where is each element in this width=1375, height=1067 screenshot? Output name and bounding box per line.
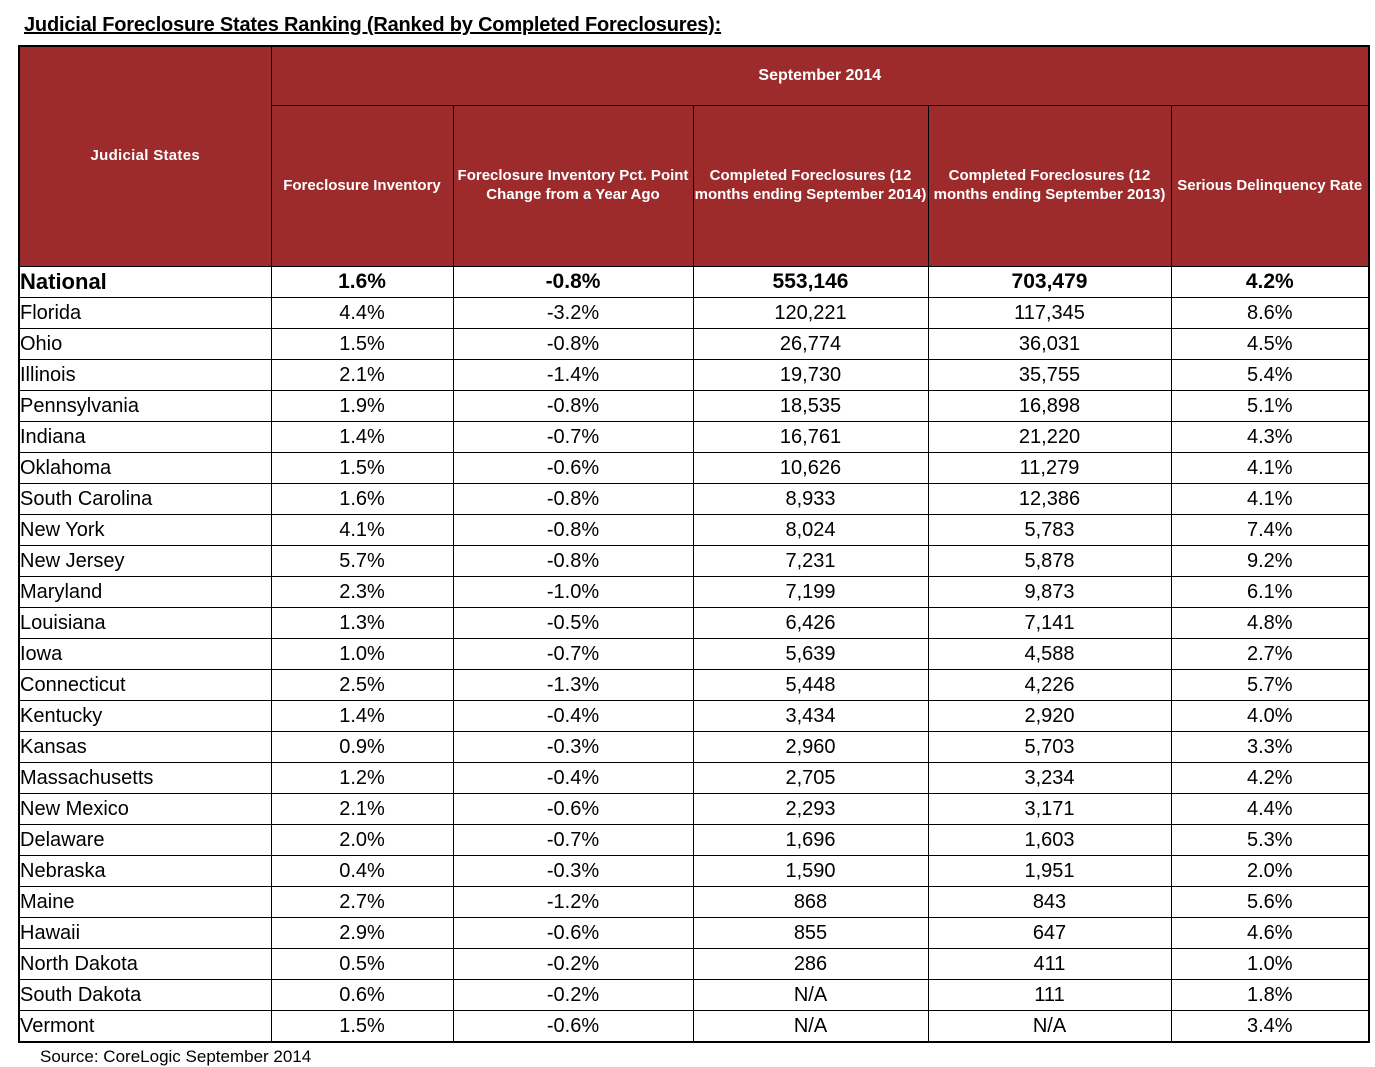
cell-serious-delinquency: 4.5% [1171, 329, 1369, 360]
cell-completed-2013: 5,783 [928, 515, 1171, 546]
cell-foreclosure-inventory: 4.1% [271, 515, 453, 546]
cell-serious-delinquency: 1.8% [1171, 980, 1369, 1011]
table-row [19, 732, 1369, 763]
cell-foreclosure-inventory: 0.5% [271, 949, 453, 980]
source-note: Source: CoreLogic September 2014 [40, 1047, 312, 1066]
cell-completed-2013: 12,386 [928, 484, 1171, 515]
cell-state: Iowa [19, 639, 271, 670]
table-row [19, 453, 1369, 484]
cell-completed-2014: 120,221 [693, 298, 928, 329]
table-row [19, 825, 1369, 856]
cell-completed-2014: 868 [693, 887, 928, 918]
cell-inventory-pct-change: -3.2% [453, 298, 693, 329]
cell-completed-2013: 117,345 [928, 298, 1171, 329]
cell-state: Connecticut [19, 670, 271, 701]
cell-completed-2014: N/A [693, 980, 928, 1011]
cell-completed-2014: 1,590 [693, 856, 928, 887]
cell-serious-delinquency: 4.1% [1171, 453, 1369, 484]
cell-foreclosure-inventory: 1.6% [271, 484, 453, 515]
cell-completed-2014: 8,024 [693, 515, 928, 546]
table-row [19, 267, 1369, 298]
cell-foreclosure-inventory: 1.5% [271, 329, 453, 360]
cell-state: Hawaii [19, 918, 271, 949]
cell-foreclosure-inventory: 2.1% [271, 794, 453, 825]
cell-inventory-pct-change: -1.2% [453, 887, 693, 918]
cell-inventory-pct-change: -0.6% [453, 453, 693, 484]
cell-state: Maryland [19, 577, 271, 608]
cell-completed-2014: 26,774 [693, 329, 928, 360]
cell-completed-2013: 5,878 [928, 546, 1171, 577]
cell-inventory-pct-change: -1.3% [453, 670, 693, 701]
cell-serious-delinquency: 6.1% [1171, 577, 1369, 608]
cell-serious-delinquency: 1.0% [1171, 949, 1369, 980]
table-row [19, 608, 1369, 639]
cell-state: New York [19, 515, 271, 546]
cell-completed-2014: 855 [693, 918, 928, 949]
cell-serious-delinquency: 4.2% [1171, 267, 1369, 298]
cell-completed-2013: 11,279 [928, 453, 1171, 484]
cell-completed-2014: 2,293 [693, 794, 928, 825]
cell-state: Delaware [19, 825, 271, 856]
table-row [19, 1011, 1369, 1043]
cell-inventory-pct-change: -0.7% [453, 639, 693, 670]
cell-foreclosure-inventory: 1.6% [271, 267, 453, 298]
cell-foreclosure-inventory: 2.9% [271, 918, 453, 949]
cell-inventory-pct-change: -0.8% [453, 484, 693, 515]
cell-state: National [19, 267, 271, 298]
cell-foreclosure-inventory: 1.4% [271, 422, 453, 453]
cell-completed-2014: 286 [693, 949, 928, 980]
cell-foreclosure-inventory: 1.2% [271, 763, 453, 794]
table-row [19, 918, 1369, 949]
cell-serious-delinquency: 4.6% [1171, 918, 1369, 949]
cell-serious-delinquency: 2.7% [1171, 639, 1369, 670]
cell-inventory-pct-change: -0.4% [453, 701, 693, 732]
cell-state: Massachusetts [19, 763, 271, 794]
cell-foreclosure-inventory: 2.0% [271, 825, 453, 856]
cell-completed-2013: 9,873 [928, 577, 1171, 608]
table-row [19, 763, 1369, 794]
cell-inventory-pct-change: -0.8% [453, 546, 693, 577]
table-row [19, 546, 1369, 577]
table-row [19, 484, 1369, 515]
cell-serious-delinquency: 8.6% [1171, 298, 1369, 329]
cell-state: South Dakota [19, 980, 271, 1011]
cell-serious-delinquency: 3.3% [1171, 732, 1369, 763]
cell-state: North Dakota [19, 949, 271, 980]
cell-serious-delinquency: 3.4% [1171, 1011, 1369, 1043]
cell-inventory-pct-change: -0.7% [453, 422, 693, 453]
cell-completed-2013: 703,479 [928, 267, 1171, 298]
table-row [19, 422, 1369, 453]
cell-foreclosure-inventory: 5.7% [271, 546, 453, 577]
cell-inventory-pct-change: -1.4% [453, 360, 693, 391]
cell-state: New Mexico [19, 794, 271, 825]
table-row [19, 515, 1369, 546]
table-row [19, 949, 1369, 980]
cell-inventory-pct-change: -0.8% [453, 391, 693, 422]
cell-state: Indiana [19, 422, 271, 453]
cell-serious-delinquency: 5.3% [1171, 825, 1369, 856]
cell-foreclosure-inventory: 1.3% [271, 608, 453, 639]
cell-inventory-pct-change: -0.8% [453, 329, 693, 360]
cell-inventory-pct-change: -0.7% [453, 825, 693, 856]
table-row [19, 980, 1369, 1011]
table-row [19, 639, 1369, 670]
cell-completed-2013: 36,031 [928, 329, 1171, 360]
column-header-foreclosure-inventory: Foreclosure Inventory [271, 106, 453, 267]
cell-serious-delinquency: 5.6% [1171, 887, 1369, 918]
cell-inventory-pct-change: -0.6% [453, 1011, 693, 1043]
cell-serious-delinquency: 7.4% [1171, 515, 1369, 546]
cell-completed-2014: 7,231 [693, 546, 928, 577]
cell-state: Kentucky [19, 701, 271, 732]
table-row [19, 391, 1369, 422]
cell-state: Florida [19, 298, 271, 329]
cell-completed-2014: 10,626 [693, 453, 928, 484]
cell-foreclosure-inventory: 0.9% [271, 732, 453, 763]
table-row [19, 577, 1369, 608]
cell-state: Vermont [19, 1011, 271, 1043]
cell-inventory-pct-change: -0.4% [453, 763, 693, 794]
cell-serious-delinquency: 4.2% [1171, 763, 1369, 794]
cell-state: Maine [19, 887, 271, 918]
cell-foreclosure-inventory: 2.5% [271, 670, 453, 701]
cell-completed-2014: 16,761 [693, 422, 928, 453]
cell-inventory-pct-change: -0.3% [453, 856, 693, 887]
cell-foreclosure-inventory: 2.1% [271, 360, 453, 391]
cell-completed-2013: 16,898 [928, 391, 1171, 422]
cell-state: Nebraska [19, 856, 271, 887]
cell-completed-2014: 7,199 [693, 577, 928, 608]
cell-foreclosure-inventory: 0.4% [271, 856, 453, 887]
cell-foreclosure-inventory: 0.6% [271, 980, 453, 1011]
cell-foreclosure-inventory: 1.5% [271, 1011, 453, 1043]
cell-completed-2014: 2,960 [693, 732, 928, 763]
table-row [19, 360, 1369, 391]
table-row [19, 887, 1369, 918]
cell-inventory-pct-change: -0.5% [453, 608, 693, 639]
cell-state: New Jersey [19, 546, 271, 577]
cell-completed-2013: 843 [928, 887, 1171, 918]
cell-state: Pennsylvania [19, 391, 271, 422]
cell-completed-2014: 3,434 [693, 701, 928, 732]
cell-serious-delinquency: 4.3% [1171, 422, 1369, 453]
cell-completed-2013: 111 [928, 980, 1171, 1011]
cell-foreclosure-inventory: 1.9% [271, 391, 453, 422]
cell-foreclosure-inventory: 2.3% [271, 577, 453, 608]
cell-completed-2013: 3,234 [928, 763, 1171, 794]
cell-completed-2013: 647 [928, 918, 1171, 949]
cell-foreclosure-inventory: 1.4% [271, 701, 453, 732]
cell-completed-2014: 5,448 [693, 670, 928, 701]
cell-inventory-pct-change: -0.6% [453, 918, 693, 949]
cell-serious-delinquency: 2.0% [1171, 856, 1369, 887]
cell-completed-2014: N/A [693, 1011, 928, 1043]
cell-serious-delinquency: 4.4% [1171, 794, 1369, 825]
cell-completed-2014: 8,933 [693, 484, 928, 515]
cell-state: Kansas [19, 732, 271, 763]
cell-serious-delinquency: 4.8% [1171, 608, 1369, 639]
column-header-completed-2013: Completed Foreclosures (12 months ending September 2013) [928, 106, 1171, 267]
column-header-inventory-pct-change: Foreclosure Inventory Pct. Point Change from a Year Ago [453, 106, 693, 267]
cell-serious-delinquency: 9.2% [1171, 546, 1369, 577]
cell-completed-2014: 18,535 [693, 391, 928, 422]
cell-foreclosure-inventory: 1.0% [271, 639, 453, 670]
cell-completed-2014: 1,696 [693, 825, 928, 856]
cell-inventory-pct-change: -0.3% [453, 732, 693, 763]
table-row [19, 856, 1369, 887]
table-row [19, 794, 1369, 825]
column-header-serious-delinquency: Serious Delinquency Rate [1171, 106, 1369, 267]
cell-foreclosure-inventory: 4.4% [271, 298, 453, 329]
column-header-completed-2014: Completed Foreclosures (12 months ending September 2014) [693, 106, 928, 267]
table-row [19, 670, 1369, 701]
cell-state: Louisiana [19, 608, 271, 639]
cell-completed-2013: 1,951 [928, 856, 1171, 887]
cell-foreclosure-inventory: 2.7% [271, 887, 453, 918]
cell-inventory-pct-change: -0.6% [453, 794, 693, 825]
table-row [19, 701, 1369, 732]
cell-completed-2014: 6,426 [693, 608, 928, 639]
cell-serious-delinquency: 4.0% [1171, 701, 1369, 732]
cell-completed-2014: 2,705 [693, 763, 928, 794]
cell-inventory-pct-change: -0.8% [453, 515, 693, 546]
cell-completed-2014: 5,639 [693, 639, 928, 670]
cell-state: South Carolina [19, 484, 271, 515]
cell-inventory-pct-change: -0.2% [453, 980, 693, 1011]
cell-serious-delinquency: 4.1% [1171, 484, 1369, 515]
cell-completed-2013: N/A [928, 1011, 1171, 1043]
cell-state: Oklahoma [19, 453, 271, 484]
cell-completed-2014: 19,730 [693, 360, 928, 391]
cell-completed-2013: 21,220 [928, 422, 1171, 453]
table-body [19, 267, 1369, 1043]
cell-serious-delinquency: 5.1% [1171, 391, 1369, 422]
cell-completed-2013: 411 [928, 949, 1171, 980]
cell-completed-2013: 1,603 [928, 825, 1171, 856]
cell-inventory-pct-change: -0.8% [453, 267, 693, 298]
cell-foreclosure-inventory: 1.5% [271, 453, 453, 484]
cell-completed-2014: 553,146 [693, 267, 928, 298]
cell-state: Ohio [19, 329, 271, 360]
cell-serious-delinquency: 5.7% [1171, 670, 1369, 701]
cell-state: Illinois [19, 360, 271, 391]
cell-completed-2013: 2,920 [928, 701, 1171, 732]
table-header [19, 46, 1369, 267]
table-row [19, 329, 1369, 360]
column-header-judicial-states: Judicial States [19, 46, 271, 267]
cell-inventory-pct-change: -0.2% [453, 949, 693, 980]
page-title: Judicial Foreclosure States Ranking (Ranked by Completed Foreclosures): [24, 14, 722, 36]
period-header: September 2014 [271, 46, 1369, 106]
cell-completed-2013: 3,171 [928, 794, 1171, 825]
cell-completed-2013: 4,226 [928, 670, 1171, 701]
cell-completed-2013: 7,141 [928, 608, 1171, 639]
cell-completed-2013: 35,755 [928, 360, 1171, 391]
foreclosure-ranking-table [18, 45, 1370, 1043]
cell-serious-delinquency: 5.4% [1171, 360, 1369, 391]
cell-completed-2013: 5,703 [928, 732, 1171, 763]
table-row [19, 298, 1369, 329]
cell-completed-2013: 4,588 [928, 639, 1171, 670]
cell-inventory-pct-change: -1.0% [453, 577, 693, 608]
